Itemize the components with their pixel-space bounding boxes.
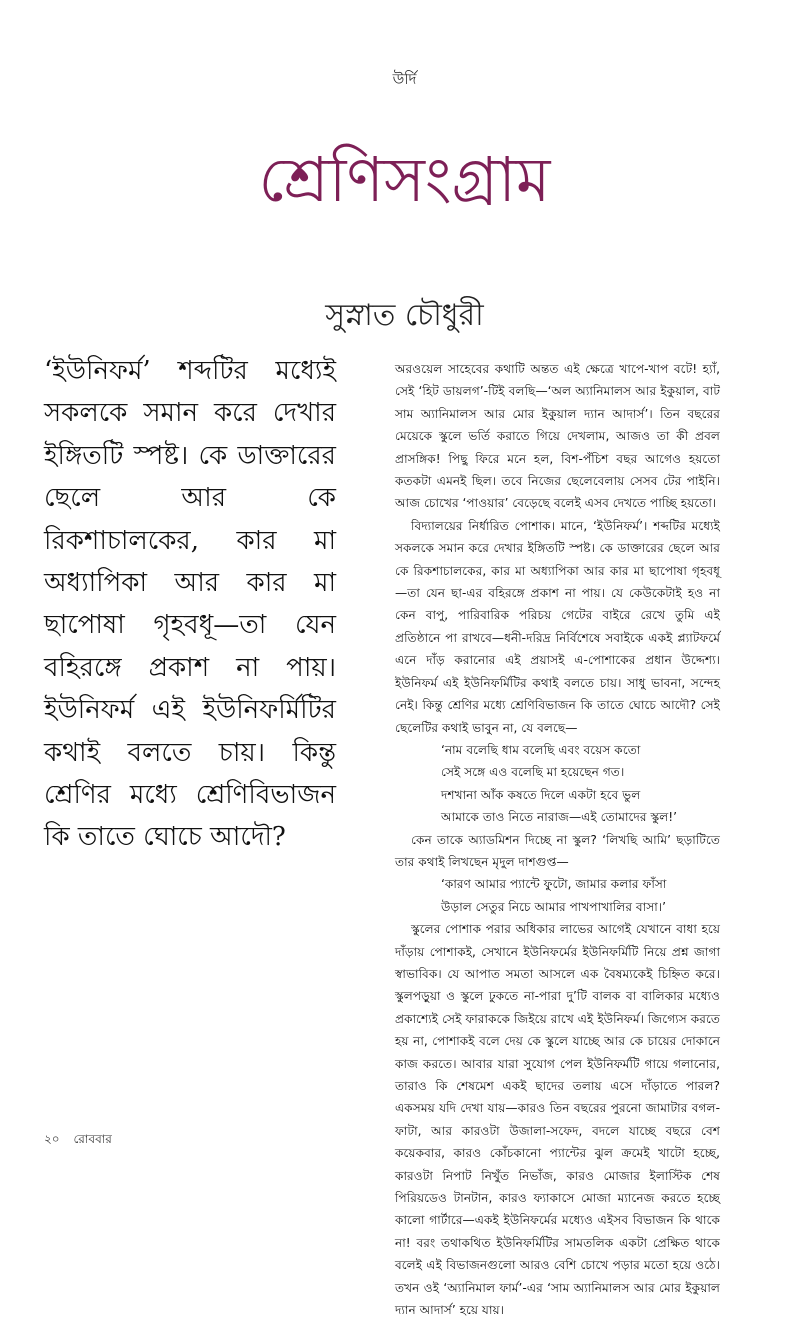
verse-line: ‘নাম বলেছি ধাম বলেছি এবং বয়েস কতো bbox=[441, 742, 641, 757]
page-footer bbox=[44, 1131, 122, 1151]
body-paragraph: অরওয়েল সাহেবের কথাটি অন্তত এই ক্ষেত্রে খাপে-খাপ বটে! হ্যাঁ, সেই ‘হিট ডায়লগ’-টিই বলছি—‘অল অ্যানিমালস আর ইকুয়াল, বাট সাম অ্যানিমালস আর মোর ইকুয়াল দ্যান আদার্স’। তিন বছরের মেয়েকে স্কুলে ভর্তি করাতে গিয়ে দেখলাম, আজও তা কী প্রবল প্রাসঙ্গিক! পিছু ফিরে মনে হল, বিশ-পঁচিশ বছর আগেও হয়তো কতকটা এমনই ছিল। তবে নিজের ছেলেবেলায় সেসব টের পাইনি। আজ চোখের ‘পাওয়ার’ বেড়েছে বলেই এসব দেখতে পাচ্ছি হয়তো। bbox=[395, 362, 720, 511]
verse-line: ‘কারণ আমার প্যান্টে ফুটো, জামার কলার ফাঁসা bbox=[441, 877, 667, 892]
body-paragraph: স্কুলের পোশাক পরার অধিকার লাভের আগেই যেখানে বাধা হয়ে দাঁড়ায় পোশাকই, সেখানে ইউনিফর্মের ইউনিফর্মিটি নিয়ে প্রশ্ন জাগা স্বাভাবিক। যে আপাত সমতা আসলে এক বৈষম্যকেই চিহ্নিত করে। স্কুলপড়ুয়া ও স্কুলে ঢুকতে না-পারা দু’টি বালক বা বালিকার মধ্যেও প্রকাশ্যেই সেই ফারাককে জিইয়ে রাখে এই ইউনিফর্ম। জিগ্যেস করতে হয় না, পোশাকই বলে দেয় কে স্কুলে যাচ্ছে আর কে চায়ের দোকানে কাজ করতে। আবার যারা সুযোগ পেল ইউনিফর্মটি গায়ে গলানোর, তারাও কি শেষমেশ একই ছাদের তলায় এসে দাঁড়াতে পারল? একসময় যদি দেখা যায়—কারও তিন বছরের পুরনো জামাটার বগল-ফাটা, আর কারওটা উজালা-সফেদ, বদলে যাচ্ছে বছরে বেশ কয়েকবার, কারও কোঁচকানো প্যান্টের ঝুল ক্রমেই খাটো হচ্ছে, কারওটা নিপাট নিখুঁত নিভাঁজ, কারও মোজার ইলাস্টিক শেষ পিরিয়ডেও টানটান, কারও ফ্যাকাসে মোজা ম্যানেজ করতে হচ্ছে কালো গার্টারে—একই ইউনিফর্মের মধ্যেও এইসব বিভাজন কি থাকে না! বরং তথাকথিত ইউনিফর্মিটির সামতলিক একটা প্রেক্ষিত থাকে বলেই এই বিভাজনগুলো আরও বেশি চোখে পড়ার মতো হয়ে ওঠে। তখন ওই ‘অ্যানিমাল ফার্ম’-এর ‘সাম অ্যানিমালস আর মোর ইকুয়াল দ্যান আদার্স’ হয়ে যায়। bbox=[395, 922, 720, 1318]
body-paragraph: বিদ্যালয়ের নির্ধারিত পোশাক। মানে, ‘ইউনিফর্ম’। শব্দটির মধ্যেই সকলকে সমান করে দেখার ইঙ্গিতটি স্পষ্ট। কে ডাক্তারের ছেলে আর কে রিকশাচালকের, কার মা অধ্যাপিকা আর কার মা ছাপোষা গৃহবধূ—তা যেন ছা-এর বহিরঙ্গে প্রকাশ না পায়। যে কেউকেটাই হও না কেন বাপু, পারিবারিক পরিচয় গেটের বাইরে রেখে তুমি এই প্রতিষ্ঠানে পা রাখবে—ধনী-দরিদ্র নির্বিশেষে সবাইকে একই প্ল্যাটফর্মে এনে দাঁড় করানোর এই প্রয়াসই এ-পোশাকের প্রধান উদ্দেশ্য। ইউনিফর্ম এই ইউনিফর্মিটির কথাই বলতে চায়। সাধু ভাবনা, সন্দেহ নেই। কিন্তু শ্রেণির মধ্যে শ্রেণিবিভাজন কি তাতে ঘোচে আদৌ? সেই ছেলেটির কথাই ভাবুন না, যে বলছে— bbox=[395, 518, 720, 735]
verse-line: উড়াল সেতুর নিচে আমার পাখপাখালির বাসা।’ bbox=[441, 899, 667, 914]
body-paragraph: কেন তাকে অ্যাডমিশন দিচ্ছে না স্কুল? ‘লিখছি আমি’ ছড়াটিতে তার কথাই লিখছেন মৃদুল দাশগুপ্ত— bbox=[395, 832, 720, 869]
verse-line: আমাকে তাও নিতে নারাজ—এই তোমাদের স্কুল!’ bbox=[441, 810, 678, 825]
page-number: ২০ bbox=[44, 1132, 60, 1146]
pull-quote: ‘ইউনিফর্ম’ শব্দটির মধ্যেই সকলকে সমান করে দেখার ইঙ্গিতটি স্পষ্ট। কে ডাক্তারের ছেলে আর কে রিকশাচালকের, কার মা অধ্যাপিকা আর কার মা ছাপোষা গৃহবধূ—তা যেন বহিরঙ্গে প্রকাশ না পায়। ইউনিফর্ম এই ইউনিফর্মিটির কথাই বলতে চায়। কিন্তু শ্রেণির মধ্যে শ্রেণিবিভাজন কি তাতে ঘোচে আদৌ? bbox=[44, 356, 336, 853]
verse-line: দশখানা আঁক কষতে দিলে একটা হবে ভুল bbox=[441, 787, 641, 802]
author-name: সুস্নাত চৌধুরী bbox=[325, 298, 484, 333]
article-body bbox=[395, 358, 720, 1321]
publication-name: রোববার bbox=[73, 1132, 112, 1146]
section-label: উর্দি bbox=[392, 70, 417, 88]
article-title: শ্রেণিসংগ্রাম bbox=[258, 143, 551, 216]
verse-line: সেই সঙ্গে এও বলেছি মা হয়েছেন গত। bbox=[441, 765, 625, 780]
